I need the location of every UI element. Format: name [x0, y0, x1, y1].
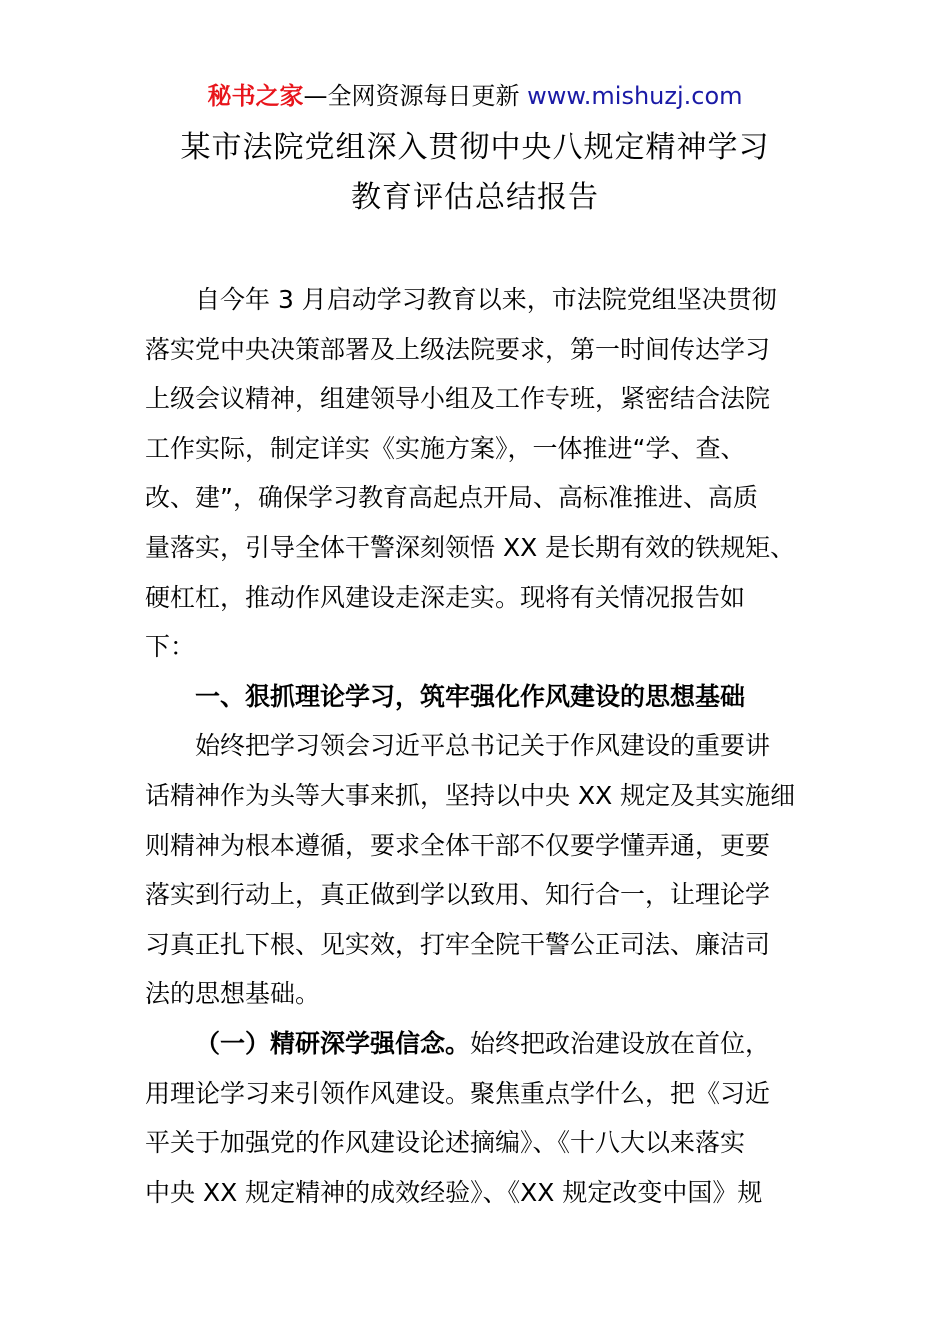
- paragraph-line: 上级会议精神，组建领导小组及工作专班，紧密结合法院: [145, 384, 771, 414]
- document-title-line-1: 某市法院党组深入贯彻中央八规定精神学习: [180, 130, 770, 165]
- paragraph-line: 法的思想基础。: [145, 979, 321, 1009]
- subsection-text: 始终把政治建设放在首位，: [470, 1028, 771, 1058]
- paragraph-line: 落实到行动上，真正做到学以致用、知行合一，让理论学: [145, 880, 771, 910]
- paragraph-line: 话精神作为头等大事来抓，坚持以中央 XX 规定及其实施细: [145, 780, 796, 810]
- site-url-link[interactable]: www.mishuzj.com: [527, 82, 743, 110]
- paragraph-line: 自今年 3 月启动学习教育以来，市法院党组坚决贯彻: [195, 285, 777, 314]
- paragraph-line: 则精神为根本遵循，要求全体干部不仅要学懂弄通，更要: [145, 830, 771, 860]
- subsection-paragraph-line: [145, 1019, 815, 1069]
- paragraph-line: 中央 XX 规定精神的成效经验》、《XX 规定改变中国》规: [145, 1177, 763, 1207]
- paragraph-line: 改、建”，确保学习教育高起点开局、高标准推进、高质: [145, 483, 758, 513]
- paragraph-line: 工作实际，制定详实《实施方案》，一体推进“学、查、: [145, 433, 746, 463]
- paragraph-line: 下：: [145, 632, 196, 662]
- header-tagline: —全网资源每日更新: [303, 82, 528, 110]
- paragraph-line: 习真正扎下根、见实效，打牢全院干警公正司法、廉洁司: [145, 929, 771, 959]
- paragraph-line: 量落实，引导全体干警深刻领悟 XX 是长期有效的铁规矩、: [145, 532, 796, 562]
- paragraph-line: 平关于加强党的作风建设论述摘编》、《十八大以来落实: [145, 1128, 746, 1158]
- document-body: [145, 275, 815, 1217]
- paragraph-line: 硬杠杠，推动作风建设走深走实。现将有关情况报告如: [145, 582, 746, 612]
- paragraph-line: 始终把学习领会习近平总书记关于作风建设的重要讲: [195, 731, 771, 761]
- paragraph-line: 落实党中央决策部署及上级法院要求，第一时间传达学习: [145, 334, 771, 364]
- document-title-line-2: 教育评估总结报告: [351, 180, 599, 215]
- paragraph-line: 用理论学习来引领作风建设。聚焦重点学什么，把《习近: [145, 1078, 771, 1108]
- subsection-heading: （一）精研深学强信念。: [195, 1028, 471, 1058]
- site-header: [0, 78, 950, 114]
- section-heading: 一、狠抓理论学习，筑牢强化作风建设的思想基础: [195, 681, 746, 711]
- brand-name: 秘书之家: [207, 82, 304, 110]
